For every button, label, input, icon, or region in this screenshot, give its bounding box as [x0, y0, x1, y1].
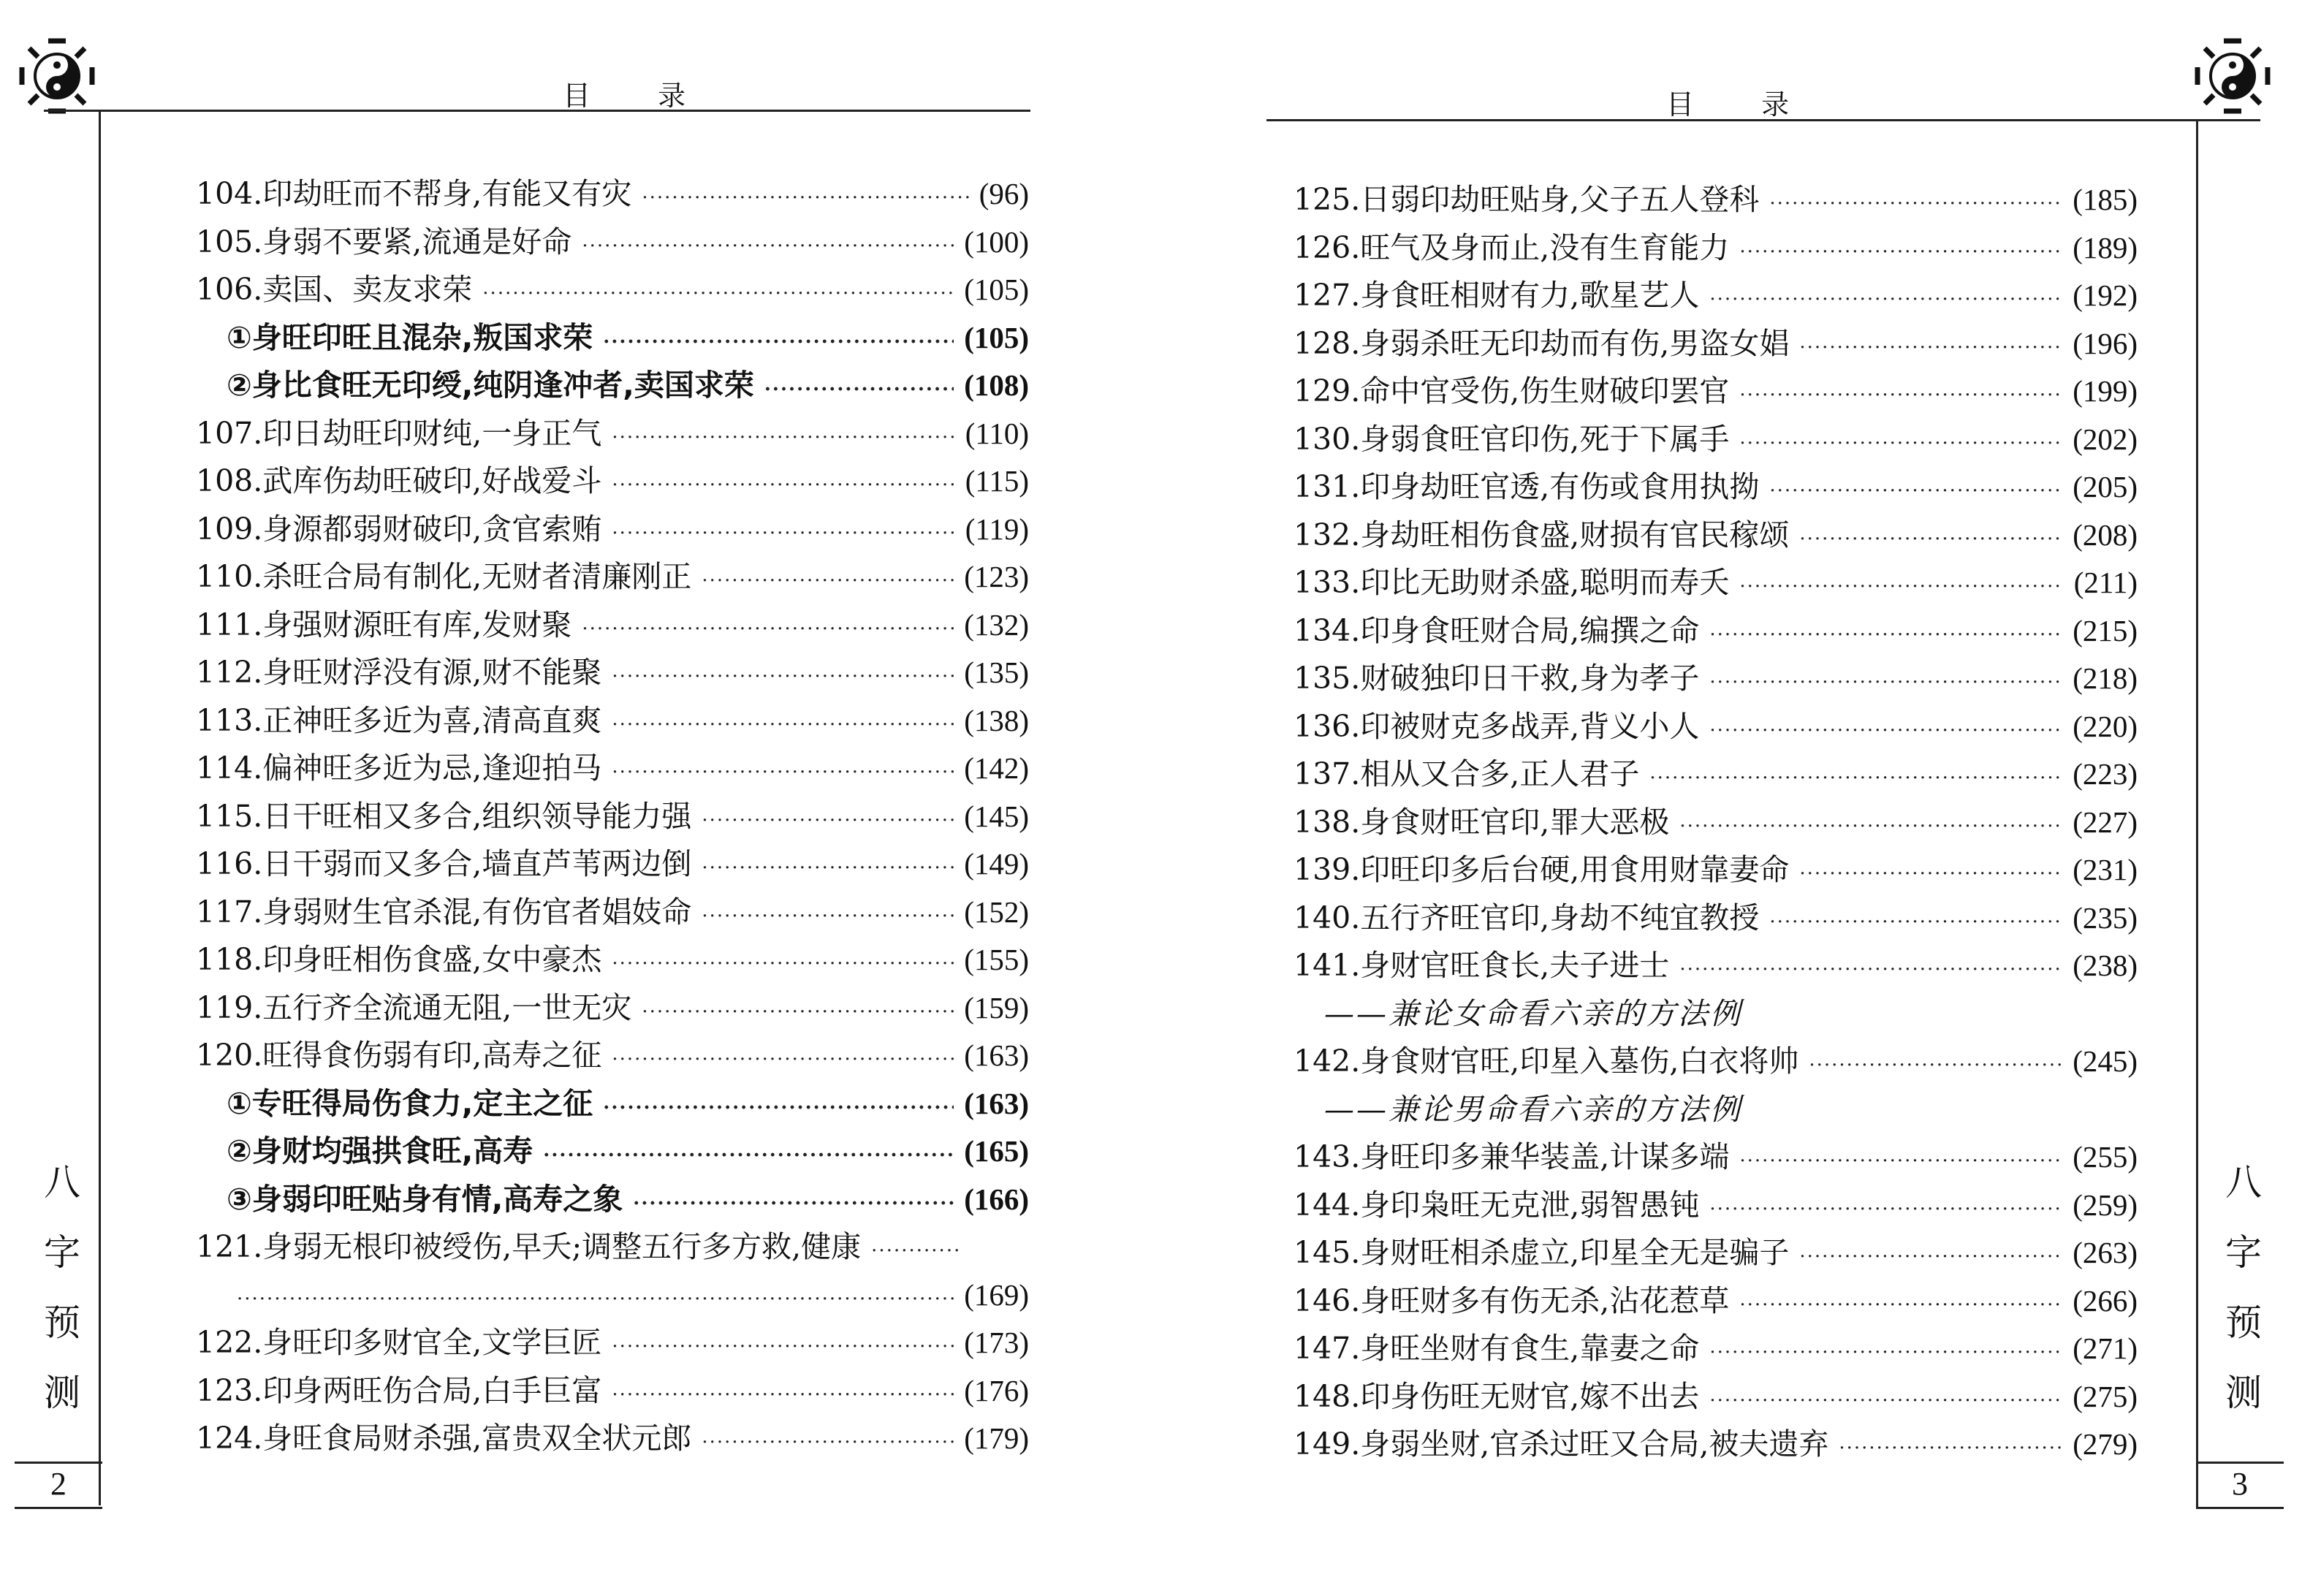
toc-entry-title: 140.五行齐旺官印,身劫不纯宜教授	[1294, 900, 1760, 935]
side-title-char: 预	[44, 1302, 80, 1344]
toc-entry-page: (218)	[2073, 661, 2138, 695]
toc-entry-page: (105)	[964, 320, 1029, 354]
toc-entry[interactable]	[1294, 1133, 2138, 1182]
side-title-char: 测	[44, 1372, 80, 1414]
toc-entry-title: 109.身源都弱财破印,贪官索贿	[196, 511, 602, 547]
toc-entry-page: (279)	[2073, 1427, 2138, 1461]
toc-leader-dots	[1739, 420, 2062, 468]
toc-entry[interactable]	[196, 649, 1029, 697]
toc-entry[interactable]	[196, 457, 1029, 506]
toc-note	[1294, 990, 2138, 1038]
toc-entry-title: 144.身印枭旺无克泄,弱智愚钝	[1294, 1187, 1700, 1223]
right-page-number-rule-bottom	[2196, 1507, 2284, 1509]
toc-leader-dots	[1739, 1282, 2062, 1330]
toc-entry-title: 136.印被财克多战弄,背义小人	[1294, 708, 1700, 744]
toc-leader-dots	[1649, 755, 2062, 803]
toc-leader-dots	[1769, 468, 2062, 516]
toc-entry[interactable]	[196, 553, 1029, 601]
toc-leader-dots	[603, 319, 954, 367]
toc-entry-continuation[interactable]	[196, 1272, 1029, 1320]
toc-leader-dots	[1769, 180, 2062, 229]
toc-entry-page: (142)	[964, 751, 1029, 785]
toc-entry-title: ①身旺印旺且混杂,叛国求荣	[227, 319, 593, 355]
toc-entry-page: (173)	[964, 1326, 1029, 1359]
toc-entry[interactable]	[1294, 463, 2138, 512]
toc-entry-page: (115)	[965, 464, 1029, 498]
left-page-number: 2	[50, 1466, 67, 1502]
toc-subentry[interactable]	[196, 1128, 1029, 1176]
toc-entry-title: ③身弱印旺贴身有情,高寿之象	[227, 1181, 623, 1217]
toc-entry-page: (169)	[964, 1277, 1029, 1312]
toc-leader-dots	[642, 175, 968, 223]
toc-entry[interactable]	[1294, 703, 2138, 751]
toc-entry[interactable]	[1294, 559, 2138, 607]
toc-entry[interactable]	[1294, 799, 2138, 847]
toc-leader-dots	[1679, 946, 2062, 995]
toc-entry-page: (163)	[964, 1086, 1029, 1120]
toc-entry-title: 143.身旺印多兼华装盖,计谋多端	[1294, 1139, 1730, 1174]
toc-entry-page: (145)	[964, 799, 1029, 833]
toc-entry-page: (105)	[964, 273, 1029, 306]
toc-entry[interactable]	[196, 840, 1029, 889]
toc-entry[interactable]	[196, 1319, 1029, 1367]
toc-entry-page: (149)	[964, 847, 1029, 881]
toc-leader-dots	[543, 1132, 954, 1180]
toc-entry-page: (96)	[979, 177, 1029, 210]
toc-entry-page: (208)	[2073, 517, 2138, 552]
toc-leader-dots	[1769, 899, 2062, 947]
toc-entry-title: 108.武库伤劫旺破印,好战爱斗	[196, 463, 602, 498]
toc-entry[interactable]	[196, 1367, 1029, 1416]
toc-leader-dots	[702, 893, 954, 941]
toc-entry-page: (100)	[964, 224, 1029, 259]
toc-entry-title: 106.卖国、卖友求荣	[196, 272, 473, 307]
toc-leader-dots	[1709, 1378, 2062, 1426]
toc-entry-title: 113.正神旺多近为喜,清高直爽	[196, 702, 602, 738]
yin-yang-emblem-icon	[13, 32, 101, 120]
toc-entry[interactable]	[196, 745, 1029, 793]
toc-entry-title: 123.印身两旺伤合局,白手巨富	[196, 1372, 602, 1408]
toc-entry[interactable]	[1294, 224, 2138, 273]
right-toc-list	[1294, 176, 2138, 1469]
left-header-title: 目 录	[563, 80, 715, 112]
toc-entry[interactable]	[1294, 750, 2138, 799]
toc-entry-page: (259)	[2073, 1188, 2138, 1222]
toc-leader-dots	[237, 1276, 954, 1324]
toc-entry[interactable]	[196, 601, 1029, 650]
toc-leader-dots	[702, 558, 954, 606]
toc-entry-title: 112.身旺财浮没有源,财不能聚	[196, 655, 602, 690]
toc-entry[interactable]	[196, 793, 1029, 841]
toc-leader-dots	[871, 1228, 959, 1276]
toc-entry-title: 115.日干旺相又多合,组织领导能力强	[196, 798, 692, 834]
toc-entry-page: (235)	[2073, 900, 2138, 935]
left-toc-list	[196, 170, 1029, 1463]
toc-entry[interactable]	[1294, 176, 2138, 224]
toc-entry-page: (165)	[964, 1134, 1029, 1168]
toc-entry[interactable]	[1294, 1373, 2138, 1421]
toc-entry-page: (189)	[2073, 230, 2138, 265]
left-margin-line	[99, 110, 101, 1505]
toc-leader-dots	[1739, 563, 2063, 612]
toc-entry-page: (266)	[2073, 1283, 2138, 1318]
side-title-char: 预	[2225, 1302, 2262, 1344]
toc-entry-page: (179)	[964, 1421, 1029, 1455]
toc-entry-title: 110.杀旺合局有制化,无财者清廉刚正	[196, 559, 692, 594]
toc-entry-page: (135)	[964, 656, 1029, 689]
toc-leader-dots	[1709, 1329, 2062, 1378]
toc-entry-title: 138.身食财旺官印,罪大恶极	[1294, 804, 1670, 840]
toc-leader-dots	[633, 1180, 954, 1228]
yin-yang-emblem-icon	[2189, 32, 2276, 120]
toc-entry[interactable]	[1294, 1277, 2138, 1326]
toc-entry-title: ②身比食旺无印绶,纯阴逢冲者,卖国求荣	[227, 368, 754, 403]
toc-leader-dots	[612, 510, 954, 558]
toc-entry-title: 120.旺得食伤弱有印,高寿之征	[196, 1038, 602, 1073]
toc-entry-page: (108)	[964, 368, 1029, 402]
toc-entry-title: ①专旺得局伤食力,定主之征	[227, 1085, 593, 1121]
toc-entry-title: 148.印身伤旺无财官,嫁不出去	[1294, 1378, 1700, 1414]
toc-leader-dots	[1739, 372, 2062, 420]
toc-entry-title: 107.印日劫旺印财纯,一身正气	[196, 415, 602, 451]
toc-entry-page: (166)	[964, 1182, 1029, 1216]
toc-entry-page: (211)	[2073, 566, 2138, 599]
right-margin-line	[2196, 119, 2198, 1508]
toc-leader-dots	[1799, 851, 2062, 899]
toc-entry-title: 131.印身劫旺官透,有伤或食用执拗	[1294, 469, 1760, 504]
toc-entry-page: (255)	[2073, 1140, 2138, 1174]
toc-entry-title: ②身财均强拱食旺,高寿	[227, 1133, 533, 1168]
toc-entry[interactable]	[1294, 368, 2138, 416]
toc-entry-title: 124.身旺食局财杀强,富贵双全状元郎	[196, 1421, 692, 1456]
toc-leader-dots	[764, 366, 954, 414]
toc-entry[interactable]	[196, 170, 1029, 218]
toc-entry-title: 132.身劫旺相伤食盛,财损有官民稼颂	[1294, 517, 1790, 552]
toc-entry-page: (227)	[2073, 805, 2138, 839]
left-header-rule	[44, 110, 1030, 112]
toc-entry-title: 114.偏神旺多近为忌,逢迎拍马	[196, 750, 602, 786]
toc-leader-dots	[582, 223, 954, 271]
toc-leader-dots	[612, 414, 954, 463]
toc-entry-page: (196)	[2073, 326, 2138, 360]
toc-entry-title: 117.身弱财生官杀混,有伤官者娼妓命	[196, 894, 692, 930]
toc-leader-dots	[1799, 324, 2062, 373]
left-page-number-rule-bottom	[15, 1507, 102, 1509]
toc-entry[interactable]	[196, 410, 1029, 458]
toc-entry[interactable]	[1294, 1038, 2138, 1086]
toc-entry-title: 142.身食财官旺,印星入墓伤,白衣将帅	[1294, 1044, 1799, 1079]
toc-leader-dots	[582, 606, 954, 654]
toc-entry-title: 141.身财官旺食长,夫子进士	[1294, 948, 1670, 983]
toc-entry-page: (263)	[2073, 1236, 2138, 1269]
toc-leader-dots	[1709, 659, 2062, 707]
toc-entry[interactable]	[196, 936, 1029, 984]
toc-subentry[interactable]	[196, 314, 1029, 362]
toc-entry[interactable]	[196, 1415, 1029, 1463]
toc-entry[interactable]	[1294, 655, 2138, 703]
side-title-char: 测	[2225, 1372, 2262, 1414]
toc-leader-dots	[1679, 803, 2062, 851]
right-header-title: 目 录	[1666, 88, 1819, 121]
right-side-title	[2218, 1162, 2269, 1413]
toc-entry-page: (223)	[2073, 757, 2138, 791]
toc-leader-dots	[1709, 612, 2062, 660]
toc-leader-dots	[612, 702, 954, 750]
toc-entry[interactable]	[1294, 942, 2138, 990]
toc-entry-page: (202)	[2073, 422, 2138, 456]
toc-entry-title: 130.身弱食旺官印伤,死于下属手	[1294, 421, 1730, 457]
toc-entry[interactable]	[1294, 416, 2138, 464]
toc-entry-title: 104.印劫旺而不帮身,有能又有灾	[196, 176, 632, 211]
toc-entry[interactable]	[1294, 320, 2138, 368]
toc-entry-page: (152)	[964, 894, 1029, 929]
toc-leader-dots	[612, 653, 954, 702]
toc-entry[interactable]	[1294, 846, 2138, 894]
toc-entry[interactable]	[1294, 607, 2138, 656]
toc-entry-title: 133.印比无助财杀盛,聪明而寿夭	[1294, 565, 1730, 600]
toc-entry[interactable]	[196, 1223, 1029, 1272]
toc-leader-dots	[612, 749, 954, 797]
toc-entry[interactable]	[1294, 1182, 2138, 1230]
toc-entry-title: 111.身强财源旺有库,发财聚	[196, 607, 572, 642]
toc-leader-dots	[1799, 516, 2062, 564]
toc-leader-dots	[482, 270, 954, 319]
toc-entry-title: 139.印旺印多后台硬,用食用财靠妻命	[1294, 852, 1790, 887]
toc-note-text: ——兼论女命看六亲的方法例	[1324, 995, 1742, 1031]
toc-leader-dots	[612, 1372, 954, 1420]
side-title-char: 八	[2225, 1161, 2262, 1204]
toc-entry-page: (192)	[2073, 278, 2138, 312]
toc-entry-page: (238)	[2073, 949, 2138, 982]
toc-leader-dots	[702, 845, 954, 893]
toc-entry-title: 128.身弱杀旺无印劫而有伤,男盗女娼	[1294, 325, 1790, 361]
toc-entry-title: 147.身旺坐财有食生,靠妻之命	[1294, 1331, 1700, 1366]
toc-entry[interactable]	[1294, 272, 2138, 320]
toc-leader-dots	[612, 1323, 954, 1372]
toc-entry-title: 119.五行齐全流通无阻,一世无灾	[196, 989, 632, 1025]
side-title-char: 字	[44, 1231, 80, 1274]
toc-leader-dots	[1739, 1138, 2062, 1186]
toc-entry-page: (205)	[2073, 470, 2138, 503]
toc-entry[interactable]	[196, 218, 1029, 267]
toc-entry[interactable]	[1294, 512, 2138, 560]
toc-entry-page: (199)	[2073, 374, 2138, 408]
toc-leader-dots	[1739, 229, 2062, 277]
toc-leader-dots	[1709, 276, 2062, 324]
toc-entry-page: (245)	[2073, 1044, 2138, 1078]
toc-leader-dots	[702, 797, 954, 846]
toc-entry[interactable]	[196, 889, 1029, 937]
toc-entry[interactable]	[196, 266, 1029, 314]
toc-entry-page: (119)	[965, 512, 1029, 546]
toc-entry-title: 105.身弱不要紧,流通是好命	[196, 224, 572, 259]
toc-entry[interactable]	[196, 506, 1029, 554]
toc-entry[interactable]	[1294, 894, 2138, 943]
toc-entry-title: 118.印身旺相伤食盛,女中豪杰	[196, 942, 602, 977]
side-title-char: 八	[44, 1161, 80, 1204]
toc-leader-dots	[603, 1084, 954, 1133]
toc-subentry[interactable]	[196, 1080, 1029, 1128]
toc-entry-page: (132)	[964, 607, 1029, 642]
toc-entry[interactable]	[196, 984, 1029, 1033]
toc-entry-title: 127.身食旺相财有力,歌星艺人	[1294, 278, 1700, 313]
toc-entry-page: (271)	[2073, 1331, 2138, 1365]
toc-leader-dots	[612, 462, 954, 510]
toc-entry-page: (215)	[2073, 613, 2138, 647]
toc-entry-page: (231)	[2073, 853, 2138, 886]
toc-note-text: ——兼论男命看六亲的方法例	[1324, 1091, 1742, 1127]
toc-entry-title: 122.身旺印多财官全,文学巨匠	[196, 1325, 602, 1360]
toc-leader-dots	[1809, 1042, 2062, 1090]
toc-leader-dots	[612, 1036, 954, 1084]
toc-leader-dots	[642, 989, 954, 1037]
toc-entry-page: (185)	[2073, 183, 2138, 216]
toc-entry[interactable]	[196, 697, 1029, 745]
toc-entry-title: 137.相从又合多,正人君子	[1294, 756, 1640, 791]
toc-leader-dots	[702, 1419, 954, 1467]
toc-leader-dots	[612, 940, 954, 989]
toc-entry[interactable]	[1294, 1325, 2138, 1373]
toc-leader-dots	[1709, 1186, 2062, 1234]
toc-entry-page: (275)	[2073, 1379, 2138, 1413]
toc-entry[interactable]	[1294, 1421, 2138, 1469]
left-side-title	[37, 1162, 88, 1413]
toc-entry-title: 149.身弱坐财,官杀过旺又合局,被夫遗弃	[1294, 1426, 1829, 1462]
toc-entry-page: (163)	[964, 1038, 1029, 1072]
toc-entry-page: (123)	[964, 560, 1029, 593]
toc-note	[1294, 1086, 2138, 1134]
toc-entry-title: 145.身财旺相杀虚立,印星全无是骗子	[1294, 1235, 1790, 1270]
toc-entry[interactable]	[196, 1032, 1029, 1080]
toc-entry-title: 116.日干弱而又多合,墙直芦苇两边倒	[196, 846, 692, 881]
right-page-number-rule	[2196, 1462, 2284, 1464]
toc-entry-page: (176)	[964, 1373, 1029, 1407]
toc-entry-page: (138)	[964, 703, 1029, 737]
toc-entry-title: 135.财破独印日干救,身为孝子	[1294, 661, 1700, 696]
toc-entry-page: (110)	[965, 416, 1029, 450]
left-page-number-rule	[15, 1462, 102, 1464]
toc-entry-title: 134.印身食旺财合局,编撰之命	[1294, 612, 1700, 648]
toc-subentry[interactable]	[196, 1176, 1029, 1224]
toc-entry-title: 126.旺气及身而止,没有生育能力	[1294, 229, 1730, 265]
toc-leader-dots	[1839, 1425, 2062, 1473]
side-title-char: 字	[2225, 1231, 2262, 1274]
toc-leader-dots	[1709, 707, 2062, 756]
toc-entry-title: 125.日弱印劫旺贴身,父子五人登科	[1294, 182, 1760, 217]
toc-leader-dots	[1799, 1234, 2062, 1282]
right-page-number: 3	[2232, 1466, 2248, 1502]
toc-entry-page: (220)	[2073, 709, 2138, 743]
toc-entry-title: 121.身弱无根印被绶伤,早夭;调整五行多方救,健康	[196, 1229, 862, 1264]
toc-entry-title: 129.命中官受伤,伤生财破印罢官	[1294, 373, 1730, 408]
toc-entry[interactable]	[1294, 1229, 2138, 1277]
toc-entry-page: (155)	[964, 943, 1029, 976]
toc-entry-title: 146.身旺财多有伤无杀,沾花惹草	[1294, 1282, 1730, 1318]
toc-entry-page: (159)	[964, 990, 1029, 1025]
toc-subentry[interactable]	[196, 362, 1029, 410]
